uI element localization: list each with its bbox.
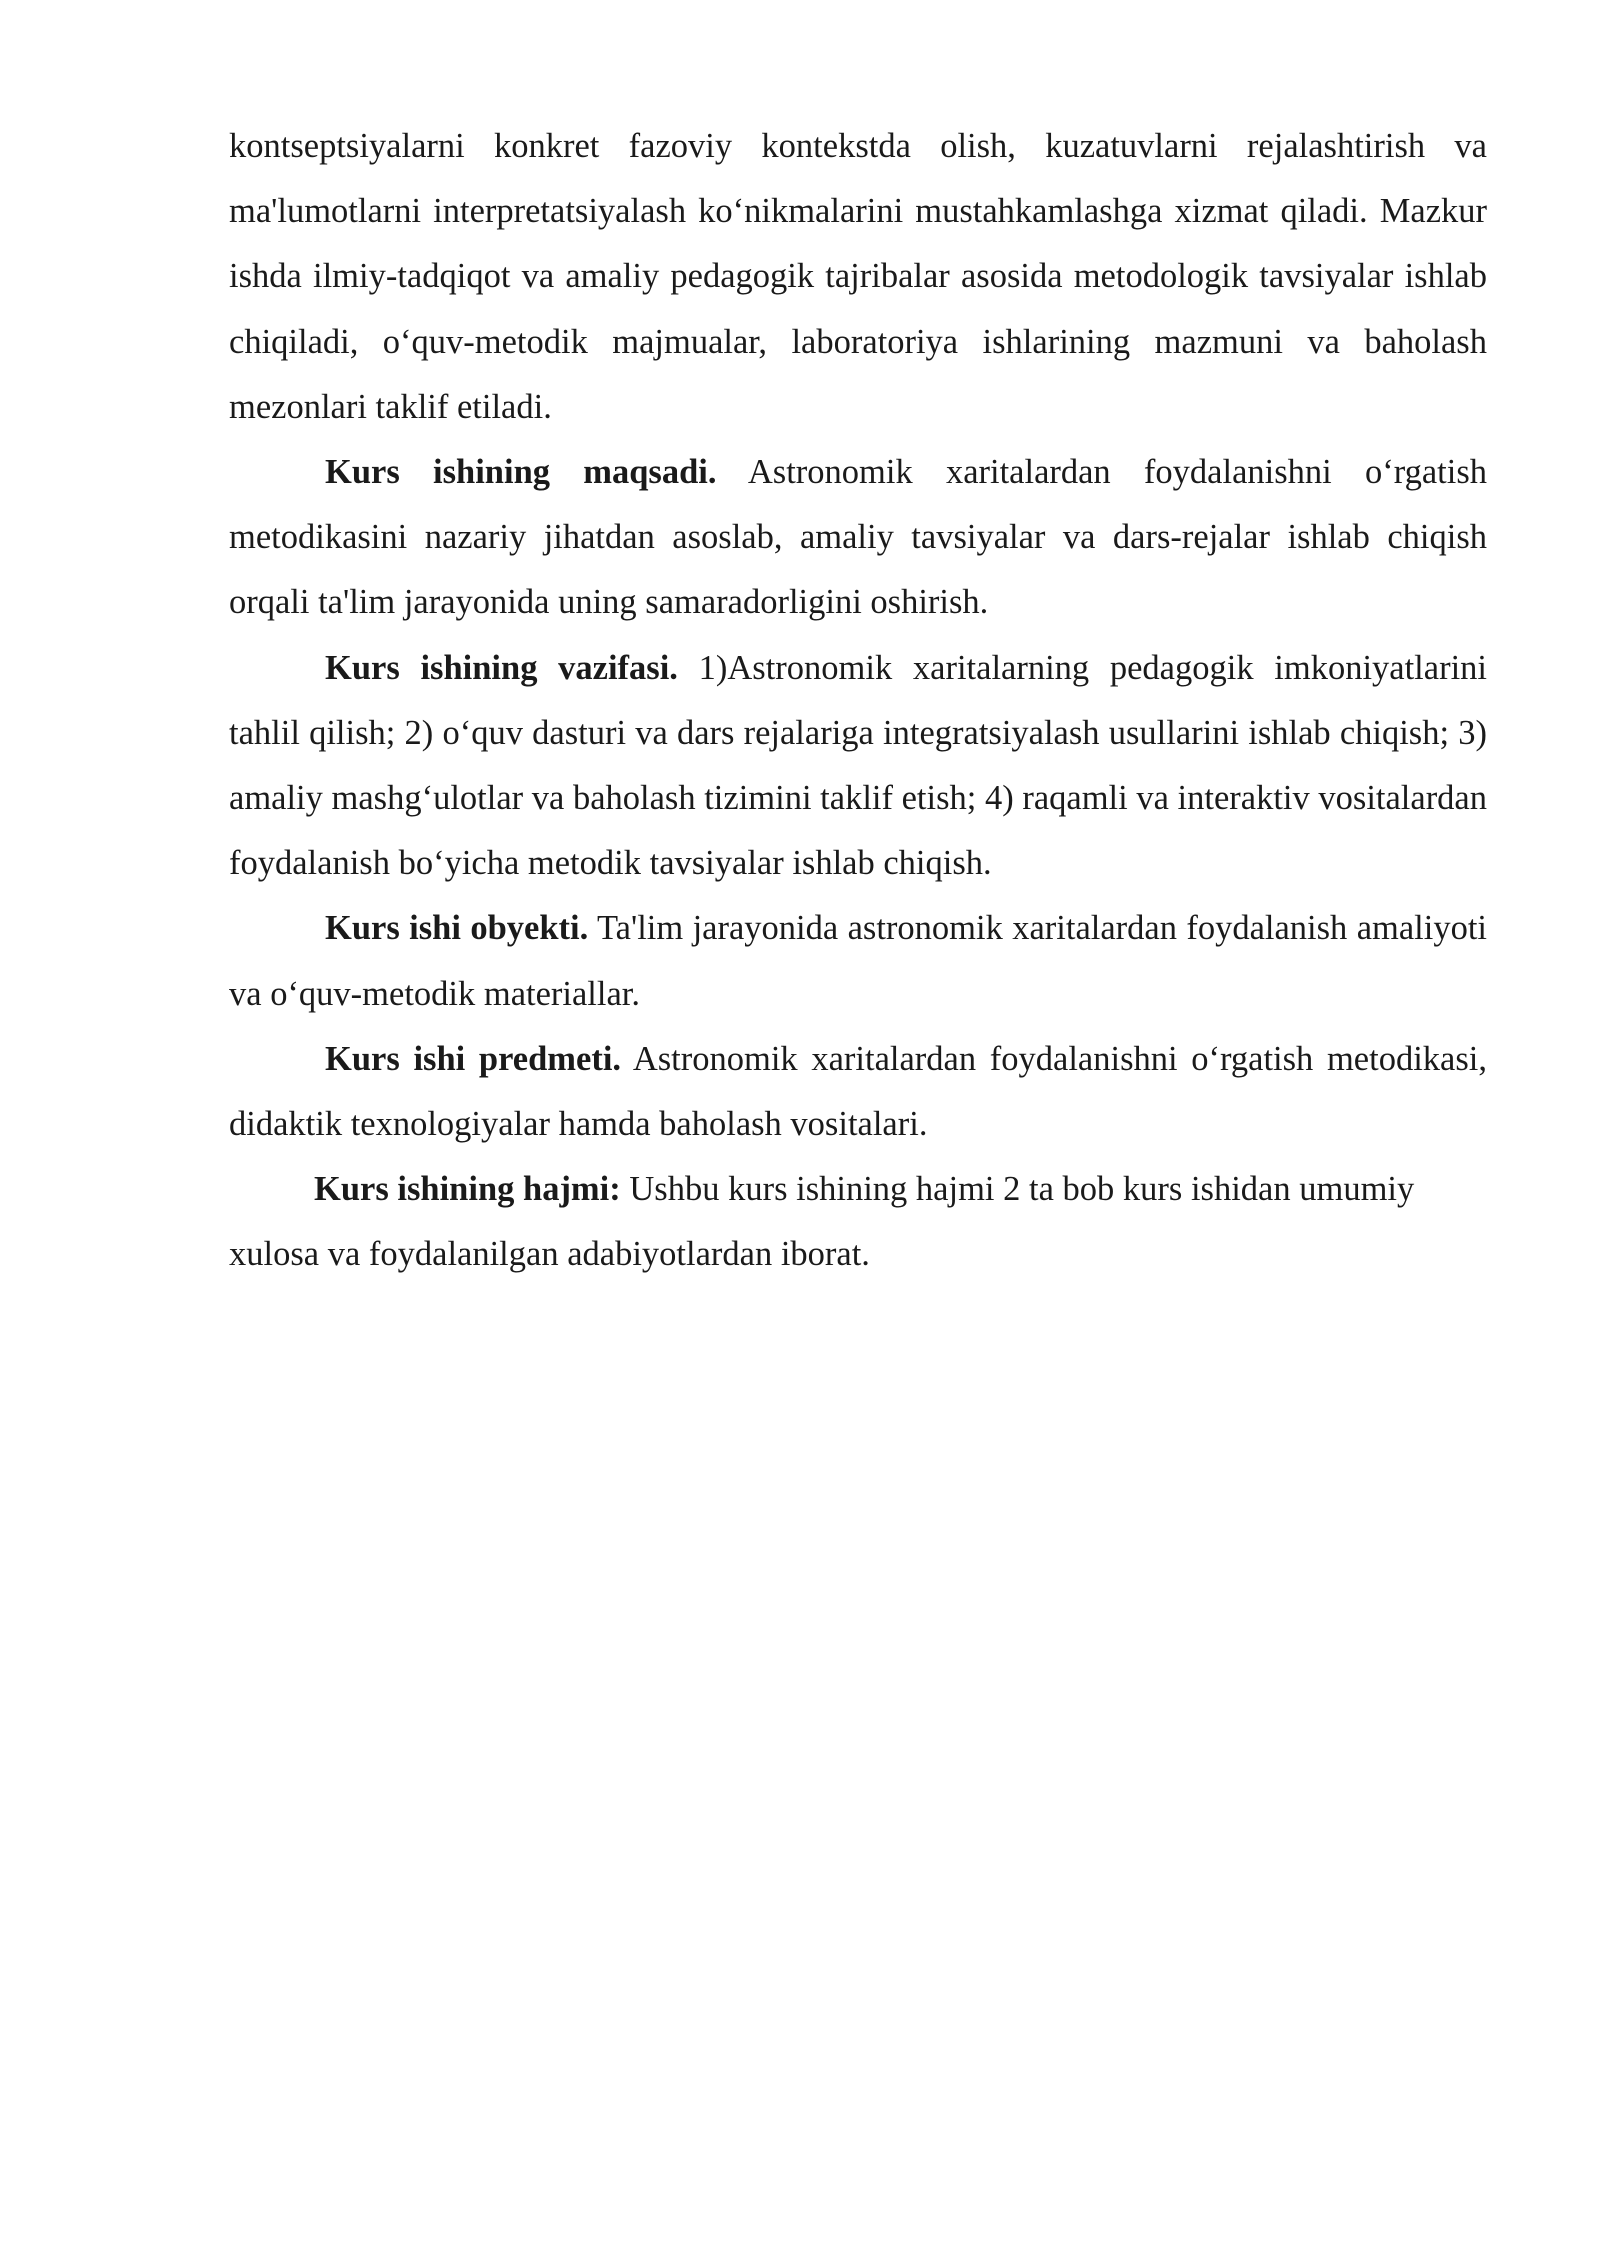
paragraph-text: 1)Astronomik xaritalarning pedagogik imkoniyatlarini tahlil qilish; 2) o‘quv dasturi va dars rejalariga integratsiyalash usullarini ishlab chiqish; 3) amaliy mashg‘ulotlar va baholash tizimini taklif etish; 4) raqamli va interaktiv vositalardan foydalanish bo‘yicha metodik tavsiyalar ishlab chiqish.	[229, 648, 1487, 883]
paragraph-object	[229, 896, 1487, 1026]
paragraph-heading: Kurs ishining vazifasi.	[325, 648, 678, 687]
paragraph-text: kontseptsiyalarni konkret fazoviy kontekstda olish, kuzatuvlarni rejalashtirish va ma'lumotlarni interpretatsiyalash ko‘nikmalarini mustahkamlashga xizmat qiladi. Mazkur ishda ilmiy-tadqiqot va amaliy pedagogik tajribalar asosida metodologik tavsiyalar ishlab chiqiladi, o‘quv-metodik majmualar, laboratoriya ishlarining mazmuni va baholash mezonlari taklif etiladi.	[229, 127, 1487, 426]
paragraph-subject	[229, 1027, 1487, 1157]
paragraph-volume	[229, 1157, 1487, 1287]
paragraph-text: Astronomik xaritalardan foydalanishni o‘rgatish metodikasini nazariy jihatdan asoslab, amaliy tavsiyalar va dars-rejalar ishlab chiqish orqali ta'lim jarayonida uning samaradorligini oshirish.	[229, 453, 1487, 622]
paragraph-text: Ushbu kurs ishining hajmi 2 ta bob kurs ishidan umumiy xulosa va foydalanilgan adabiyotlardan iborat.	[229, 1170, 1415, 1274]
paragraph-heading: Kurs ishi predmeti.	[325, 1039, 622, 1078]
paragraph-intro-continuation	[229, 114, 1487, 440]
paragraph-goal	[229, 440, 1487, 636]
paragraph-heading: Kurs ishining maqsadi.	[325, 453, 717, 492]
paragraph-heading: Kurs ishi obyekti.	[325, 909, 589, 948]
paragraph-text: Ta'lim jarayonida astronomik xaritalardan foydalanish amaliyoti va o‘quv-metodik materiallar.	[229, 909, 1488, 1013]
document-body	[229, 114, 1487, 1288]
paragraph-heading: Kurs ishining hajmi:	[314, 1170, 621, 1209]
paragraph-tasks	[229, 636, 1487, 897]
paragraph-text: Astronomik xaritalardan foydalanishni o‘rgatish metodikasi, didaktik texnologiyalar hamda baholash vositalari.	[229, 1039, 1487, 1144]
